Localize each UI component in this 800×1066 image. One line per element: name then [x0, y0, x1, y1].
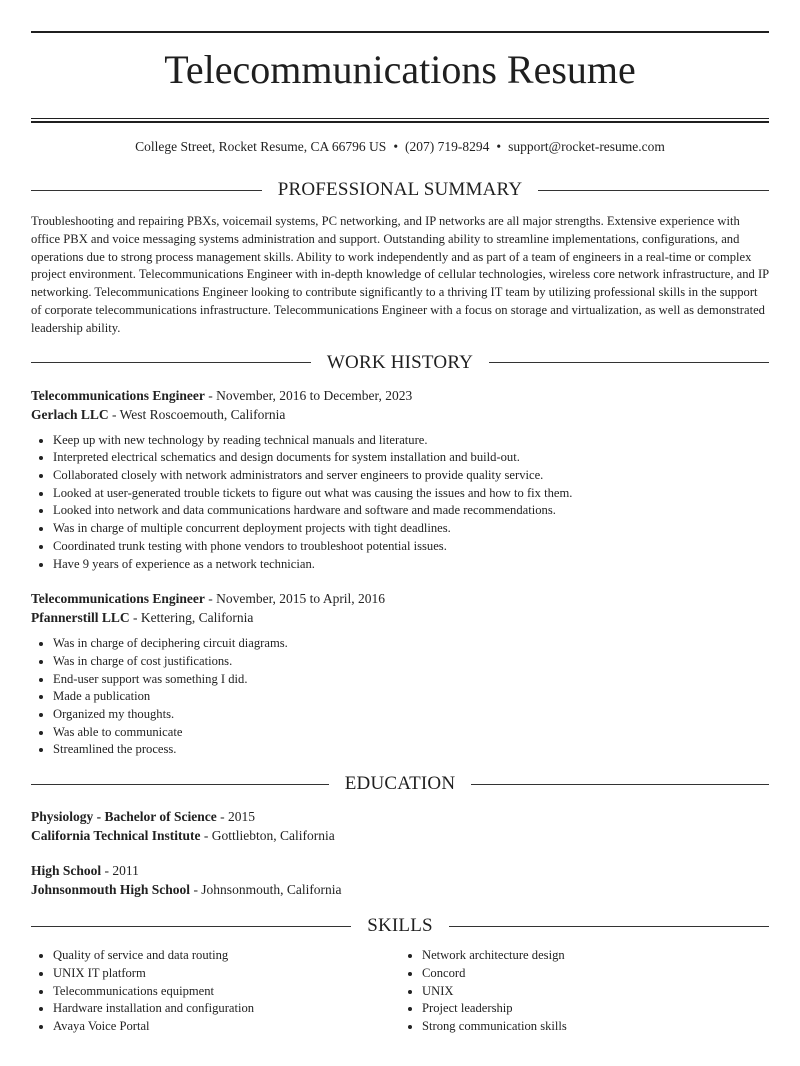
job-dates: - November, 2016 to December, 2023 — [204, 387, 413, 403]
bullet-separator: • — [496, 139, 502, 154]
contact-email: support@rocket-resume.com — [508, 139, 665, 154]
list-item: • Have 9 years of experience as a network technician. — [53, 556, 769, 574]
job-company-line — [31, 405, 769, 424]
skill-item: • Strong communication skills — [422, 1018, 769, 1036]
school-location: - Johnsonmouth, California — [190, 882, 342, 898]
job-dates: - November, 2015 to April, 2016 — [204, 591, 386, 607]
list-item: • Organized my thoughts. — [53, 706, 769, 724]
skill-item: • Network architecture design — [422, 947, 769, 965]
divider — [449, 926, 769, 927]
list-item: • Made a publication — [53, 688, 769, 706]
list-item: • Looked at user-generated trouble tickets to figure out what was causing the issues and how to fix them. — [53, 485, 769, 503]
list-item: • Keep up with new technology by reading technical manuals and literature. — [53, 432, 769, 450]
job-entry — [31, 386, 769, 574]
top-rule — [31, 31, 769, 33]
skill-item: • Hardware installation and configuration — [53, 1000, 400, 1018]
school-line — [31, 880, 769, 899]
list-item: • Was able to communicate — [53, 724, 769, 742]
list-item: • Was in charge of multiple concurrent deployment projects with tight deadlines. — [53, 520, 769, 538]
job-title-line — [31, 386, 769, 405]
section-header-work — [31, 352, 769, 374]
skill-item: • Telecommunications equipment — [53, 983, 400, 1001]
section-title: PROFESSIONAL SUMMARY — [277, 179, 523, 200]
education-entry — [31, 861, 769, 899]
list-item: • Was in charge of cost justifications. — [53, 653, 769, 671]
title-double-rule — [31, 118, 769, 123]
contact-address: College Street, Rocket Resume, CA 66796 US — [135, 139, 387, 154]
degree-year: - 2011 — [101, 863, 139, 879]
degree-line — [31, 861, 769, 880]
bullet-separator: • — [393, 139, 399, 154]
job-title-line — [31, 589, 769, 608]
contact-line — [31, 139, 769, 157]
section-title: SKILLS — [367, 915, 433, 937]
school-location: - Gottliebton, California — [200, 828, 335, 844]
section-header-education — [31, 773, 769, 795]
skills-columns — [31, 947, 769, 1036]
skill-item: • UNIX IT platform — [53, 965, 400, 983]
section-header-skills — [31, 915, 769, 937]
divider — [31, 362, 311, 363]
school: Johnsonmouth High School — [31, 882, 191, 898]
divider — [31, 190, 262, 191]
contact-phone: (207) 719-8294 — [405, 139, 490, 154]
degree: Physiology - Bachelor of Science — [31, 809, 217, 825]
school: California Technical Institute — [31, 828, 201, 844]
list-item: • Collaborated closely with network administrators and server engineers to provide quality service. — [53, 467, 769, 485]
section-title: EDUCATION — [344, 773, 456, 795]
list-item: • Interpreted electrical schematics and design documents for system installation and build-out. — [53, 449, 769, 467]
list-item: • Was in charge of deciphering circuit diagrams. — [53, 635, 769, 653]
skills-list-right — [400, 947, 769, 1036]
job-bullets — [31, 432, 769, 574]
job-title: Telecommunications Engineer — [31, 387, 205, 403]
skill-item: • Project leadership — [422, 1000, 769, 1018]
job-entry — [31, 589, 769, 759]
summary-paragraph: Troubleshooting and repairing PBXs, voicemail systems, PC networking, and IP networks are all major strengths. Extensive experience with office PBX and voice messaging systems administration and support. Outstanding ability to streamline implementations, configurations, and operations due to strong process management skills. Ability to work independently and as part of a team of engineers in a real-time or complex project environment. Telecommunications Engineer with in-depth knowledge of cellular technologies, wireless core network infrastructure, and IP networking. Telecommunications Engineer looking to contribute significantly to a thriving IT team by utilizing professional skills in the support of corporate telecommunications infrastructure. Telecommunications Engineer with a focus on storage and virtualization, as well as demonstrated leadership ability. — [31, 214, 769, 335]
school-line — [31, 826, 769, 845]
divider — [31, 926, 351, 927]
divider — [538, 190, 769, 191]
job-location: - Kettering, California — [129, 610, 254, 626]
list-item: • End-user support was something I did. — [53, 671, 769, 689]
job-location: - West Roscoemouth, California — [108, 406, 286, 422]
list-item: • Coordinated trunk testing with phone vendors to troubleshoot potential issues. — [53, 538, 769, 556]
job-company-line — [31, 608, 769, 627]
section-header-summary — [31, 179, 769, 201]
degree-year: - 2015 — [216, 809, 255, 825]
skill-item: • Quality of service and data routing — [53, 947, 400, 965]
resume-title: Telecommunications Resume — [164, 47, 636, 92]
job-title: Telecommunications Engineer — [31, 591, 205, 607]
skills-list-left — [31, 947, 400, 1036]
job-bullets — [31, 635, 769, 759]
divider — [31, 784, 329, 785]
section-title: WORK HISTORY — [326, 351, 474, 373]
job-company: Gerlach LLC — [31, 406, 109, 422]
resume-page — [0, 31, 800, 1036]
skill-item: • UNIX — [422, 983, 769, 1001]
divider — [471, 784, 769, 785]
divider — [489, 362, 769, 363]
list-item: • Looked into network and data communications hardware and software and made recommendations. — [53, 502, 769, 520]
education-entry — [31, 807, 769, 845]
job-company: Pfannerstill LLC — [31, 610, 130, 626]
skill-item: • Concord — [422, 965, 769, 983]
list-item: • Streamlined the process. — [53, 741, 769, 759]
degree-line — [31, 807, 769, 826]
degree: High School — [31, 863, 102, 879]
skill-item: • Avaya Voice Portal — [53, 1018, 400, 1036]
